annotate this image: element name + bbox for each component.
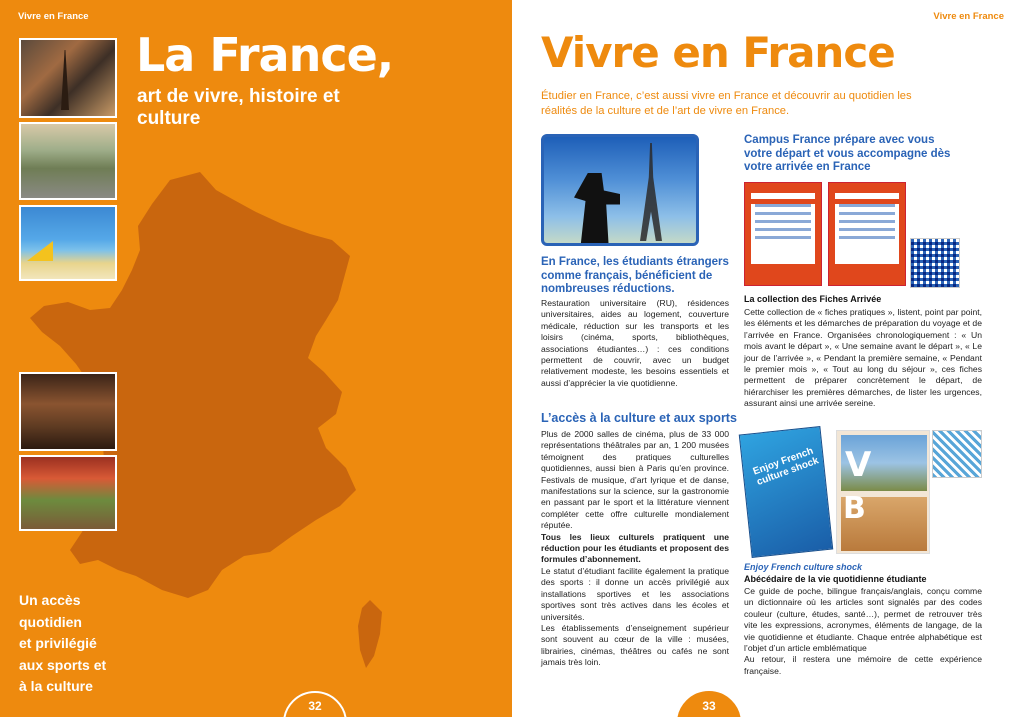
tagline-line: à la culture	[19, 678, 93, 694]
section-body-culture	[541, 429, 729, 669]
photo-market-stalls	[19, 455, 117, 531]
book-spread: V B	[836, 430, 930, 554]
culture-paragraph: Plus de 2000 salles de cinéma, plus de 33 000 représentations théâtrales par an, 1 200 musées témoignent des pratiques culturelles quotidiennes, aussi bien à Paris qu’en province. Festivals de musique, d’art lyrique et de danse, manifestations sur la science, sur la gastronomie en passant par le sport et la littérature viennent compléter cette offre culturelle mondialement réputée.	[541, 429, 729, 531]
culture-bold-paragraph: Tous les lieux culturels pratiquent une réduction pour les étudiants et proposent des formules d’abonnement.	[541, 531, 729, 565]
tagline	[19, 590, 129, 698]
right-page	[512, 0, 1024, 717]
photo-market-hall	[19, 372, 117, 451]
sports-paragraph: Le statut d’étudiant facilite également la pratique des sports : il donne un accès privilégié aux installations sportives et les associations sportives sont très actives dans les écoles et universités.	[541, 565, 729, 622]
campus-heading: Campus France prépare avec vous votre départ et vous accompagne dès votre arrivée en France	[744, 134, 951, 173]
page-title: La France,	[136, 28, 394, 82]
intro-text: Étudier en France, c’est aussi vivre en France et découvrir au quotidien les réalités de la culture et de l’art de vivre en France.	[541, 90, 912, 117]
book-caption-title: Abécédaire de la vie quotidienne étudiante	[744, 574, 927, 584]
campus-location-paragraph: Les établissements d’enseignement supérieur sont souvent au cœur de la ville : musées, librairies, cinémas, théâtres ou cafés ne sont jamais très loin.	[541, 622, 729, 668]
tagline-line: quotidien	[19, 613, 82, 630]
tagline-line: Un accès	[19, 592, 81, 608]
page-number: 33	[677, 691, 741, 717]
fiches-title: La collection des Fiches Arrivée	[744, 294, 882, 304]
tagline-line: et privilégié	[19, 635, 97, 651]
page-title: Vivre en France	[541, 28, 895, 77]
fiche-cover-2	[828, 182, 906, 286]
page-subtitle: art de vivre, histoire et culture	[137, 86, 340, 129]
book-cover	[739, 426, 834, 558]
book-caption-italic: Enjoy French culture shock	[744, 562, 863, 572]
book-closing: Au retour, il restera une mémoire de cette expérience française.	[744, 654, 982, 676]
qr-code	[910, 238, 960, 288]
section-heading-reductions: En France, les étudiants étrangers comme français, bénéficient de nombreuses réductions.	[541, 256, 729, 295]
book-thumbnail	[932, 430, 982, 478]
photo-cameraman-eiffel	[541, 134, 699, 246]
section-heading-culture: L’accès à la culture et aux sports	[541, 411, 737, 425]
section-body-reductions: Restauration universitaire (RU), résidences universitaires, aides au logement, couverture médicale, réduction sur les transports et les loisirs (cinéma, sports, bibliothèques, associations étudiantes…) : ces conditions permettent de couvrir, avec un budget relativement modeste, les besoins essentiels et aussi d’apprécier la vie quotidienne.	[541, 298, 729, 388]
book-cover-text: Enjoy French culture shock	[751, 445, 821, 488]
fiches-body: Cette collection de « fiches pratiques », listent, point par point, les éléments et les démarches de préparation du voyage et de l’arrivée en France. Organisées chronologiquement : « Un mois avant le départ », « Une semaine avant le départ », « Le jour de l’arrivée », « Pendant la première semaine, « Pendant le premier mois », « Tout au long du séjour », ces fiches permettent de préparer concrètement le départ, de hiérarchiser les premières démarches, de lister les urgences, assurant ainsi une arrivée sereine.	[744, 307, 982, 409]
running-head: Vivre en France	[18, 11, 89, 22]
fiche-cover-1	[744, 182, 822, 286]
running-head: Vivre en France	[933, 11, 1004, 22]
tagline-line: aux sports et	[19, 656, 107, 673]
photo-carousel	[19, 38, 117, 118]
book-paragraph: Ce guide de poche, bilingue français/anglais, conçu comme un dictionnaire où les articles sont signalés par des codes couleur (culture, études, santé…), permet de retrouver très vite les expressions, acronymes, éléments de langage, de la vie quotidienne et étudiante. Chaque entrée alphabétique est l’objet d’un article emblématique	[744, 586, 982, 654]
book-body	[744, 586, 982, 677]
page-number: 32	[283, 691, 347, 717]
